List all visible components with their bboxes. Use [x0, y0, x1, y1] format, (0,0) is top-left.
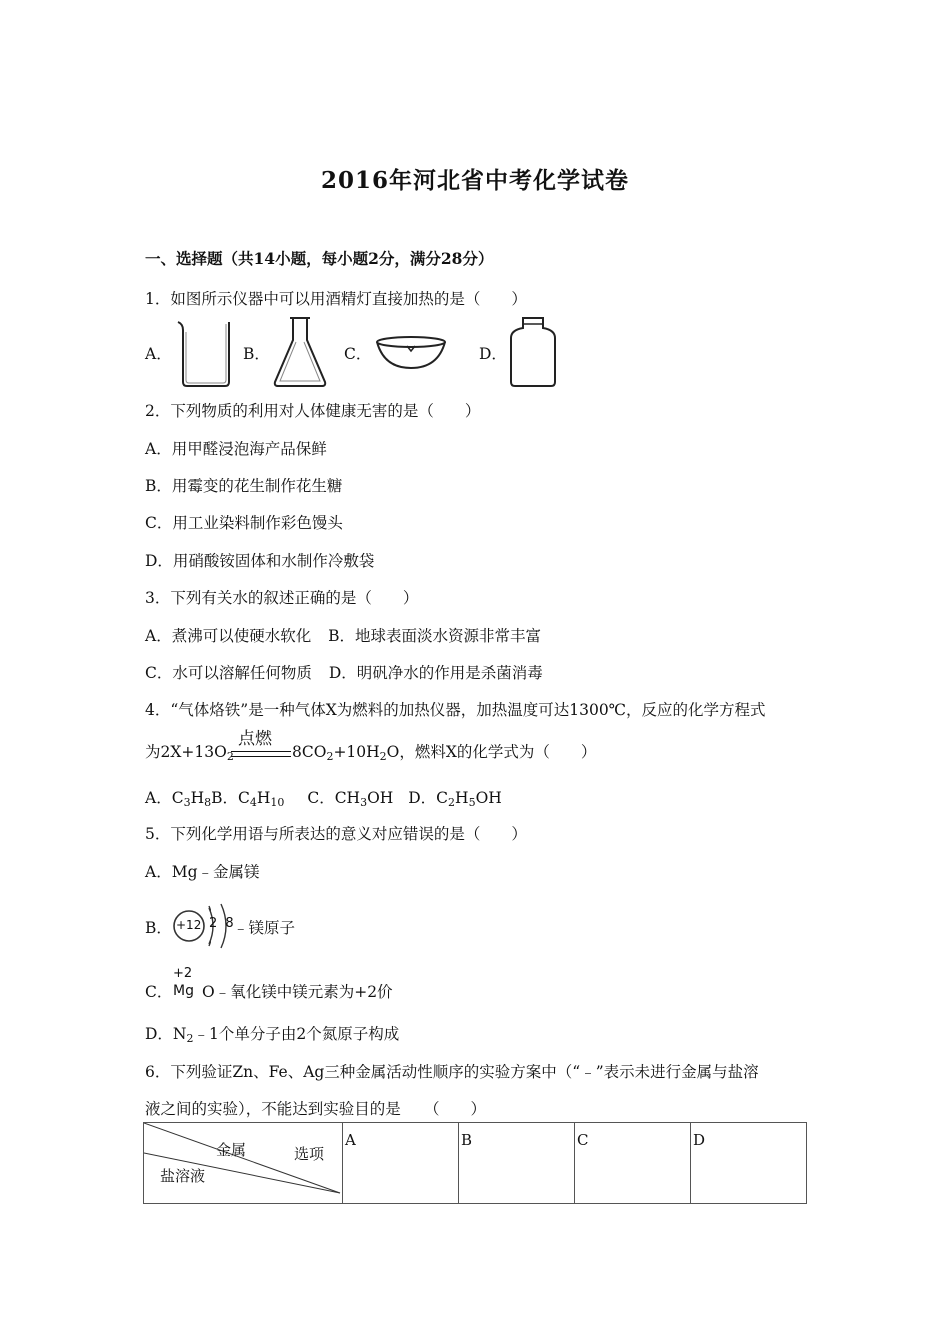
question-4-option-a: A．$C_3H_8$ — [145, 789, 212, 809]
question-6-stem-line-1: 6．下列验证Zn、Fe、Ag三种金属活动性顺序的实验方案中（“﹣”表示未进行金属与盐溶 — [145, 1063, 759, 1081]
header-salt-solution: 盐溶液 — [160, 1167, 206, 1185]
question-5-option-d: D．$N_2﹣1$个单分子由2个氮原子构成 — [145, 1025, 400, 1045]
question-3-row-1 — [145, 624, 541, 646]
column-header-d: D — [691, 1123, 807, 1204]
question-6-stem-line-2: 液之间的实验），不能达到实验目的是 （ ） — [145, 1100, 487, 1118]
option-a-label: A． — [145, 345, 172, 363]
question-4-option-d: D．$C_2H_5OH$ — [408, 789, 502, 809]
electron-counts: 2 8 — [209, 916, 236, 931]
question-2-stem: 2．下列物质的利用对人体健康无害的是（ ） — [145, 402, 481, 420]
question-4-stem: 4．“气体烙铁”是一种气体X为燃料的加热仪器，加热温度可达1300℃，反应的化学方程式 — [145, 701, 766, 719]
question-3-option-d: D．明矾净水的作用是杀菌消毒 — [328, 664, 543, 682]
diagonal-header-cell — [144, 1123, 343, 1204]
question-5-option-c: C． +2 Mg O﹣氧化镁中镁元素为+2价 — [145, 966, 393, 1001]
question-2-option-b: B．用霉变的花生制作花生糖 — [145, 477, 343, 495]
evaporating-dish-icon — [374, 334, 448, 374]
table-row — [144, 1123, 807, 1204]
question-3-stem: 3．下列有关水的叙述正确的是（ ） — [145, 589, 419, 607]
chemical-equation — [145, 724, 795, 774]
reagent-bottle-icon — [509, 316, 557, 388]
option-d-label: D． — [479, 345, 507, 363]
column-header-a: A — [343, 1123, 459, 1204]
question-2-option-a: A．用甲醛浸泡海产品保鲜 — [145, 440, 327, 458]
column-header-b: B — [459, 1123, 575, 1204]
question-4-option-c: C．$CH_3OH$ — [307, 789, 394, 809]
valence-mark: +2 — [173, 966, 193, 981]
header-metal: 金属 — [216, 1141, 247, 1159]
page-title: 2016年河北省中考化学试卷 — [320, 167, 629, 194]
reaction-condition: 点燃 — [238, 729, 272, 749]
question-5-option-b: B． +12 2 8 ﹣镁原子 — [145, 900, 345, 952]
question-4-option-b: B．$C_4H_{10}$ — [211, 789, 285, 809]
experiment-table — [143, 1122, 807, 1204]
section-heading: 一、选择题（共14小题，每小题2分，满分28分） — [145, 249, 494, 268]
header-option: 选项 — [294, 1145, 325, 1163]
question-3-option-b: B．地球表面淡水资源非常丰富 — [328, 627, 542, 645]
question-1-options — [145, 314, 605, 390]
question-3-option-a: A．煮沸可以使硬水软化 — [145, 627, 312, 645]
question-2-option-c: C．用工业染料制作彩色馒头 — [145, 514, 343, 532]
option-b-label: B． — [243, 345, 270, 363]
question-3-option-c: C．水可以溶解任何物质 — [145, 664, 312, 682]
equation-right: $8CO_2+10H_2O$，燃料X的化学式为（ ） — [292, 743, 597, 763]
question-1-stem: 1．如图所示仪器中可以用酒精灯直接加热的是（ ） — [145, 290, 527, 308]
question-3-row-2 — [145, 661, 543, 683]
element-symbol: Mg — [173, 983, 194, 999]
nucleus-charge: +12 — [176, 918, 202, 932]
question-4-options — [145, 786, 502, 808]
column-header-c: C — [575, 1123, 691, 1204]
equals-sign — [231, 751, 291, 757]
conical-flask-icon — [273, 316, 327, 388]
option-c-label: C． — [344, 345, 372, 363]
beaker-icon — [175, 318, 231, 388]
question-5-stem: 5．下列化学用语与所表达的意义对应错误的是（ ） — [145, 825, 527, 843]
question-5-option-a: A．Mg﹣金属镁 — [145, 863, 260, 881]
question-2-option-d: D．用硝酸铵固体和水制作冷敷袋 — [145, 552, 375, 570]
equation-left: 为$2X+13O_2$ — [145, 743, 234, 763]
